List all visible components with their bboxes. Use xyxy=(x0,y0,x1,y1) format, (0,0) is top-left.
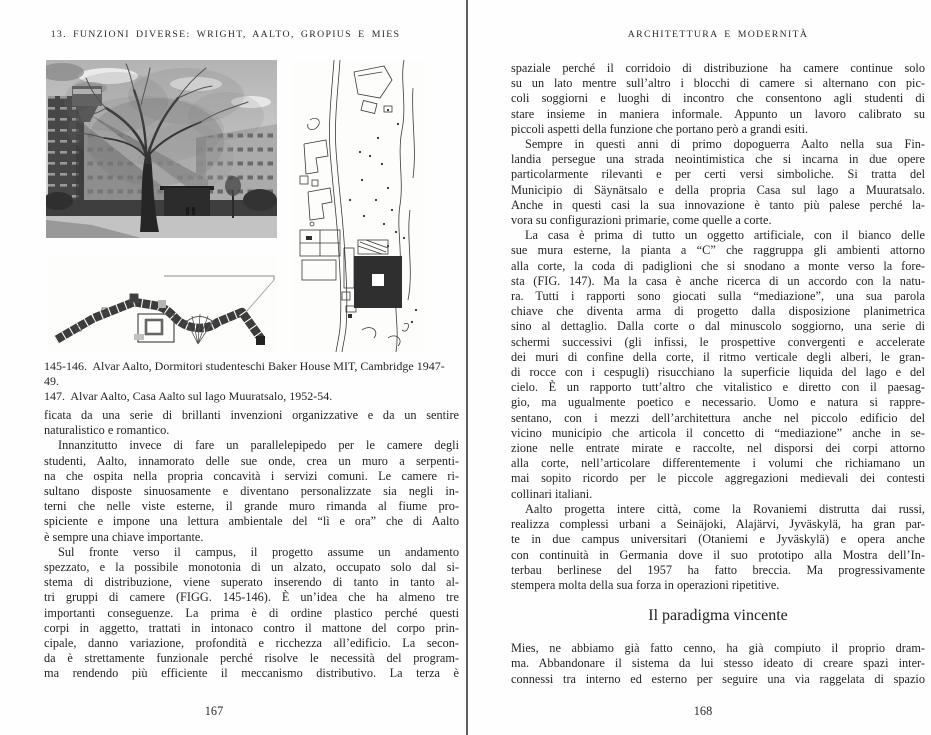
paragraph xyxy=(511,61,925,137)
text-line: Sempre in questi anni di primo dopoguerra Aalto nella sua Fin- xyxy=(525,137,925,152)
text-line: terbau berlinese del 1957 ha fatto breccia. Ma progressivamente xyxy=(511,562,925,577)
page-left xyxy=(44,0,459,735)
paragraph xyxy=(511,137,925,228)
body-text-right-top xyxy=(511,61,925,593)
text-line: da è strettamente funzionale perché risolve le necessità del program- xyxy=(44,651,459,666)
page-divider xyxy=(466,0,468,735)
text-line: piccoli aspetti della funzione che portano però a grandi esiti. xyxy=(511,121,809,136)
text-line: importanti conseguenze. La prima è di ordine plastico perché questi xyxy=(44,605,459,620)
text-line: landia persegue una strada neointimistica che si incarna in due opere xyxy=(511,152,925,167)
text-line: naturalistico e romantico. xyxy=(44,423,170,438)
text-line: La casa è prima di tutto un oggetto artificiale, con il bianco delle xyxy=(525,228,925,243)
text-line: tri gruppi di camere (FIGG. 145-146). È un’idea che ha almeno tre xyxy=(44,590,459,605)
plan-end-block xyxy=(256,336,265,345)
text-line: vicino municipio che articola il concetto di “mediazione” anche in se- xyxy=(511,425,925,440)
text-line: ra. Tutti i rapporti sono giocati sulla “mediazione”, una sua parola xyxy=(511,289,925,304)
section-heading: Il paradigma vincente xyxy=(648,607,788,625)
text-line: Sul fronte verso il campus, il progetto assume un andamento xyxy=(58,544,459,559)
text-line: ficata da una serie di brillanti invenzioni organizzative e da un sentire xyxy=(44,408,459,422)
page-right xyxy=(511,0,925,735)
text-line: stare insieme in maniera informale. Appunto un lavoro calibrato su xyxy=(511,106,925,121)
paragraph xyxy=(511,228,925,502)
text-line: schermi successivi (gli infissi, le prospettive convergenti e accelerate xyxy=(511,334,925,349)
text-line: con continuità in Germania dove il suo prototipo alla Mostra dell’In- xyxy=(511,547,925,562)
text-line: na che ospita nella propria concavità i servizi comuni. Le camere ri- xyxy=(44,468,459,483)
caption-line: 145-146. Alvar Aalto, Dormitori studenteschi Baker House MIT, Cambridge 1947- xyxy=(44,359,445,373)
text-line: spiciente e impone una lettura ambientale del “lì e ora” che di Aalto xyxy=(44,514,459,529)
text-line: particolarmente rilevanti e per certi versi simboliche. Si tratta del xyxy=(511,167,925,182)
text-line: coli soggiorni e luoghi di incontro che consentono agli studenti di xyxy=(511,91,925,106)
text-line: stempera molta della sua forza in operazioni ripetitive. xyxy=(511,577,780,592)
text-line: sultano disposte sinuosamente e diventano personalizzate sia negli in- xyxy=(44,484,459,499)
paragraph xyxy=(511,641,925,687)
text-line: stema di distribuzione, viene superato inserendo di tanto in tanto al- xyxy=(44,575,459,590)
text-line: Anche in questi casi la sua innovazione è tanto più palese perché la- xyxy=(511,197,925,212)
site-plan-figure xyxy=(292,60,425,352)
paragraph xyxy=(44,545,459,682)
floor-plan-figure xyxy=(46,256,277,352)
text-line: zione nelle entrate mirate e raccolte, nel disporsi dei corpi attorno xyxy=(511,441,925,456)
text-line: gio, ma ugualmente poetico e necessario. Uomo e natura si rappre- xyxy=(511,395,925,410)
text-line: alla corte, la coda di padiglioni che si snodano a monte verso la fore- xyxy=(511,258,925,273)
text-line: terni che nelle viste esterne, il grande muro rimanda al fiume pro- xyxy=(44,499,459,514)
text-line: mai sopito ricordo per le piccole aggregazioni medievali dei contesti xyxy=(511,471,925,486)
text-line: sta (FIG. 147). Ma la casa è anche ricerca di un accordo con la natu- xyxy=(511,273,925,288)
paragraph xyxy=(44,408,459,438)
text-line: Aalto progetta intere città, come la Rovaniemi distrutta dai russi, xyxy=(525,501,925,516)
body-text-right xyxy=(511,61,925,687)
figure-captions xyxy=(44,359,459,404)
text-line: sue mura esterne, la pianta a “C” che raggruppa gli ambienti attorno xyxy=(511,243,925,258)
text-line: corpi in aggetto, trattati in intonaco contro il mattone del corpo prin- xyxy=(44,620,459,635)
paragraph xyxy=(511,502,925,593)
running-head-right: ARCHITETTURA E MODERNITÀ xyxy=(627,29,809,40)
text-line: Innanzitutto invece di fare un parallelepipedo per le camere degli xyxy=(58,438,459,453)
body-text-left xyxy=(44,408,459,682)
text-line: vora su configurazioni primarie, come quelle a corte. xyxy=(511,213,772,228)
text-line: spaziale perché il corridoio di distribuzione ha camere continue solo xyxy=(511,61,925,75)
body-text-right-bottom xyxy=(511,641,925,687)
caption-line: 49. xyxy=(44,373,59,388)
text-line: ma. Abbandonare il sistema da lui stesso ideato di creare spazi inter- xyxy=(511,656,925,671)
text-line: Municipio di Säynätsalo e della propria Casa sul lago a Muuratsalo. xyxy=(511,182,925,197)
text-line: sentano, con i mezzi dell’architettura anche nel piccolo edificio del xyxy=(511,410,925,425)
text-line: collinari italiani. xyxy=(511,486,593,501)
plan-gray-room-2 xyxy=(134,334,144,340)
text-line: connessi tra interno ed esterno per seguire una via raggelata di spazio xyxy=(511,671,925,686)
text-line: sino al dettaglio. Dalla corte o dal minuscolo soggiorno, una serie di xyxy=(511,319,925,334)
paragraph xyxy=(44,438,459,544)
text-line: te in due campus universitari (Otaniemi e Jyväskylä) e opera anche xyxy=(511,532,925,547)
baker-house-photo xyxy=(46,60,277,238)
text-line: è sempre una chiave importante. xyxy=(44,529,204,544)
courtyard-void xyxy=(372,274,384,286)
plan-gray-room xyxy=(158,300,166,308)
text-line: cielo. È un rapporto tutt’altro che vitalistico e diretto con il paesag- xyxy=(511,380,925,395)
text-line: chiave che diventa arma di progetto dalla disposizione planimetrica xyxy=(511,304,925,319)
text-line: Mies, ne abbiamo già fatto cenno, ha già compiuto il proprio dram- xyxy=(511,641,925,656)
text-line: realizza complessi urbani a Seinäjoki, Alajärvi, Jyväskylä, ha gran par- xyxy=(511,517,925,532)
page-number-right: 168 xyxy=(693,704,713,718)
page-number-left: 167 xyxy=(204,704,224,718)
caption-line: 147. Alvar Aalto, Casa Aalto sul lago Muuratsalo, 1952-54. xyxy=(44,388,333,403)
text-line: spezzato, e la possibile monotonia di un alzato, occupato solo dal si- xyxy=(44,560,459,575)
text-line: ma rendendo più efficiente il meccanismo distributivo. La terza è xyxy=(44,666,459,681)
text-line: su un lato mentre sull’altro i blocchi di camere si alternano con pic- xyxy=(511,76,925,91)
text-line: alla corte, nell’articolare differentemente i volumi che richiamano un xyxy=(511,456,925,471)
text-line: studenti, Aalto, innamorato delle sue onde, crea un muro a serpenti- xyxy=(44,453,459,468)
text-line: dei muri di confine della corte, il ritmo verticale degli alberi, le gran- xyxy=(511,349,925,364)
text-line: di rocce con i cespugli) risucchiano la superficie liquida del lago e del xyxy=(511,365,925,380)
text-line: cipale, danno variazione, profondità e ricchezza all’edificio. La secon- xyxy=(44,636,459,651)
running-head-left: 13. FUNZIONI DIVERSE: WRIGHT, AALTO, GROPIUS E MIES xyxy=(50,29,401,40)
